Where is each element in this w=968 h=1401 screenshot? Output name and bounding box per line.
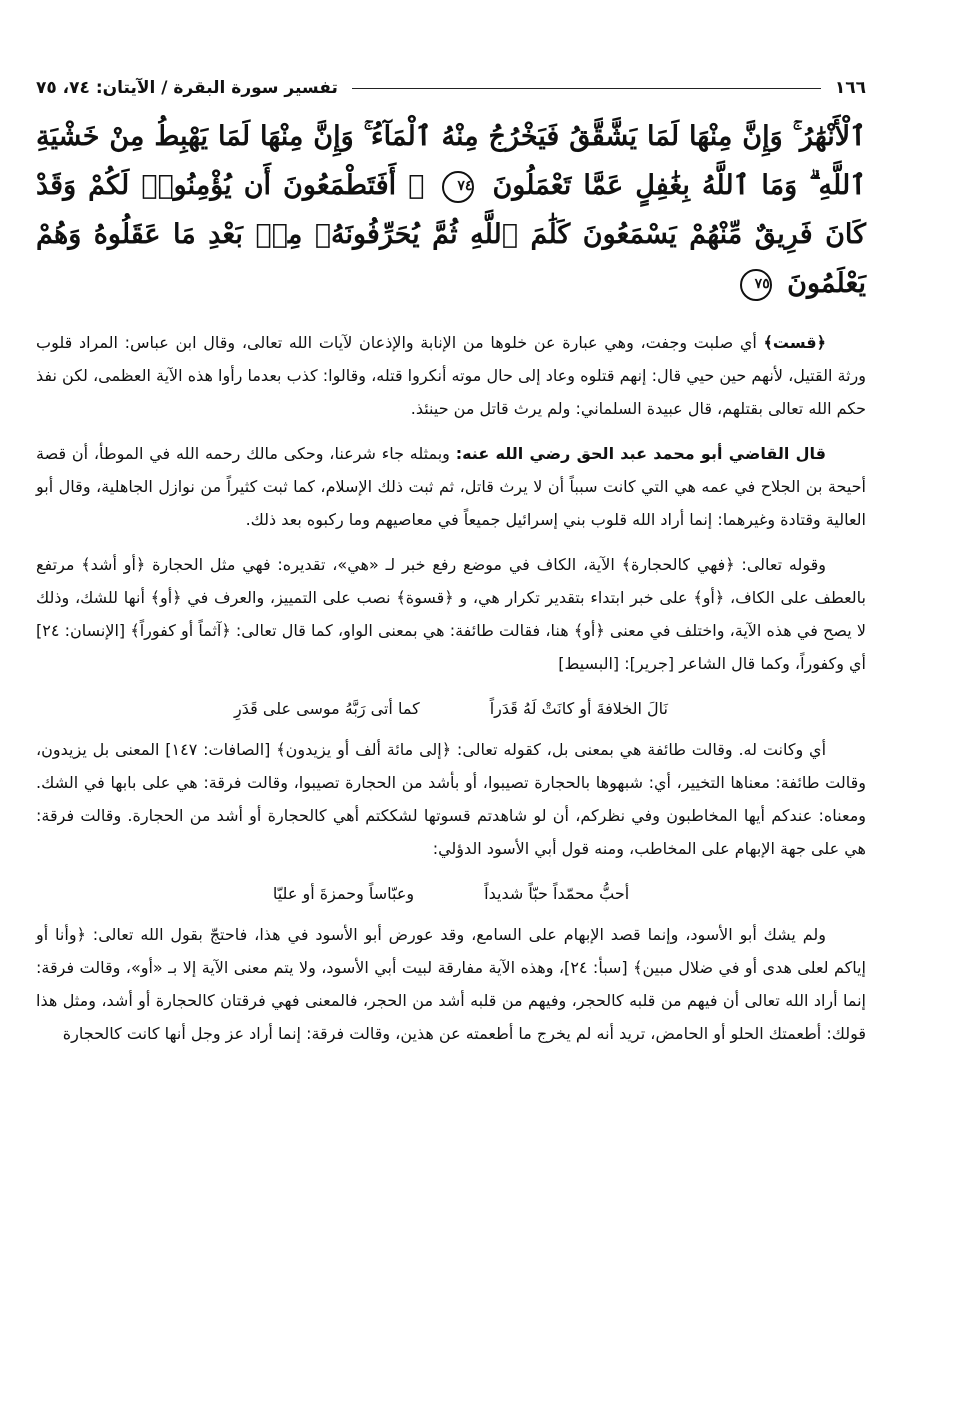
poetry-verse [36, 692, 866, 725]
commentary-paragraph [36, 437, 866, 536]
commentary-paragraph: أي وكانت له. وقالت طائفة هي بمعنى بل، كقوله تعالى: ﴿إلى مائة ألف أو يزيدون﴾ [الصافات: ١٤٧] المعنى بل يزيدون، وقالت طائفة: معناها التخيير، أي: شبهوها بالحجارة تصيبوا، أو بأشد من الحجارة تصيبوا، وقالت فرقة: هي على بابها في الشك. ومعناه: عندكم أيها المخاطبون وفي نظركم، أن لو شاهدتم قسوتها لشككتم أهي كالحجارة أو أشد من الحجارة. وقالت فرقة: هي على جهة الإبهام على المخاطب، ومنه قول أبي الأسود الدؤلي: [36, 740, 866, 858]
paragraph-text: أي صلبت وجفت، وهي عبارة عن خلوها من الإنابة والإذعان لآيات الله تعالى، وقال ابن عباس: المراد قلوب ورثة القتيل، لأنهم حين حيي قال: إنهم قتلوه وعاد إلى حال موته أنكروا قتله، وقالوا: كذب بعدما رأوا هذه الآية العظمى، لكن نفذ حكم الله تعالى بقتلهم، قال عبيدة السلماني: ولم يرث قاتل من حينئذ. [36, 333, 866, 418]
verse-hemistich-first: أحبُّ محمّداً حبّاً شديداً [484, 884, 630, 903]
verse-hemistich-second: كما أتى رَبَّهُ موسى على قَدَرِ [234, 699, 420, 718]
keyword-qasat: ﴿قست﴾ [763, 333, 826, 352]
quran-text-75: ۞ أَفَتَطْمَعُونَ أَن يُؤْمِنُوا۟ لَكُمْ وَقَدْ كَانَ فَرِيقٌ مِّنْهُمْ يَسْمَعُونَ كَلَٰمَ ٱللَّهِ ثُمَّ يُحَرِّفُونَهُۥ مِنۢ بَعْدِ مَا عَقَلُوهُ وَهُمْ يَعْلَمُونَ [36, 170, 866, 299]
header-rule [352, 88, 821, 89]
page-number: ١٦٦ [834, 78, 866, 98]
section-spacer [36, 308, 866, 326]
ayah-number-74: ٧٤ [442, 171, 474, 203]
verse-hemistich-first: نَالَ الخلافةَ أو كانَتْ لَهُ قَدَراً [489, 699, 669, 718]
commentary-paragraph: ولم يشك أبو الأسود، وإنما قصد الإبهام على السامع، وقد عورض أبو الأسود في هذا، فاحتجّ بقول الله تعالى: ﴿وأنا أو إياكم لعلى هدى أو في ضلال مبين﴾ [سبأ: ٢٤]، وهذه الآية مفارقة لبيت أبي الأسود، ولا يتم معنى الآية إلا بـ «أو»، وقالت فرقة: إنما أراد الله تعالى أن فيهم من قلبه كالحجر، وفيهم من قلبه أشد من الحجر، فالمعنى فهي فرقتان كالحجارة أو أشد، ومثل هذا قولك: أطعمتك الحلو أو الحامض، تريد أنه لم يخرج ما أطعمته عن هذين، وقالت فرقة: إنما أراد عز وجل أنها كانت كالحجارة [36, 925, 867, 1043]
poetry-verse [36, 877, 866, 910]
quran-text-74: ٱلْأَنْهَٰرُ ۚ وَإِنَّ مِنْهَا لَمَا يَشَّقَّقُ فَيَخْرُجُ مِنْهُ ٱلْمَآءُ ۚ وَإِنَّ مِنْهَا لَمَا يَهْبِطُ مِنْ خَشْيَةِ ٱللَّهِ ۗ وَمَا ٱللَّهُ بِغَٰفِلٍ عَمَّا تَعْمَلُونَ [36, 121, 867, 201]
book-page [36, 70, 866, 1062]
paragraph-text: وبمثله جاء شرعنا، وحكى مالك رحمه الله في الموطأ، أن قصة أحيحة بن الجلاح في عمه هي التي كانت سبباً أن لا يرث قاتل، ثم ثبت ذلك الإسلام، كما ثبت كثيراً من نوازل الجاهلية، وقال أبو العالية وقتادة وغيرهما: إنما أراد الله قلوب بني إسرائيل جميعاً في معاصيهم وما ركبوه بعد ذلك. [36, 444, 866, 529]
quran-verses [36, 112, 866, 308]
running-title: تفسير سورة البقرة / الآيتان: ٧٤، ٧٥ [36, 78, 338, 98]
commentary-paragraph: وقوله تعالى: ﴿فهي كالحجارة﴾ الآية، الكاف في موضع رفع خبر لـ «هي»، تقديره: فهي مثل الحجارة ﴿أو أشد﴾ مرتفع بالعطف على الكاف، ﴿أو﴾ على خبر ابتداء بتقدير تكرار هي، و ﴿قسوة﴾ نصب على التمييز، والعرف في ﴿أو﴾ أنها للشك، وذلك لا يصح في هذه الآية، واختلف في معنى ﴿أو﴾ هنا، فقالت طائفة: هي بمعنى الواو، كما قال تعالى: ﴿آثماً أو كفوراً﴾ [الإنسان: ٢٤] أي وكفوراً، وكما قال الشاعر [جرير]: [البسيط] [36, 555, 866, 673]
page-header [36, 70, 866, 106]
author-attribution: قال القاضي أبو محمد عبد الحق رضي الله عنه: [455, 444, 826, 463]
verse-hemistich-second: وعبّاساً وحمزةَ أو عليّا [272, 884, 415, 903]
ayah-number-75: ٧٥ [740, 269, 772, 301]
commentary-paragraph [36, 326, 866, 425]
